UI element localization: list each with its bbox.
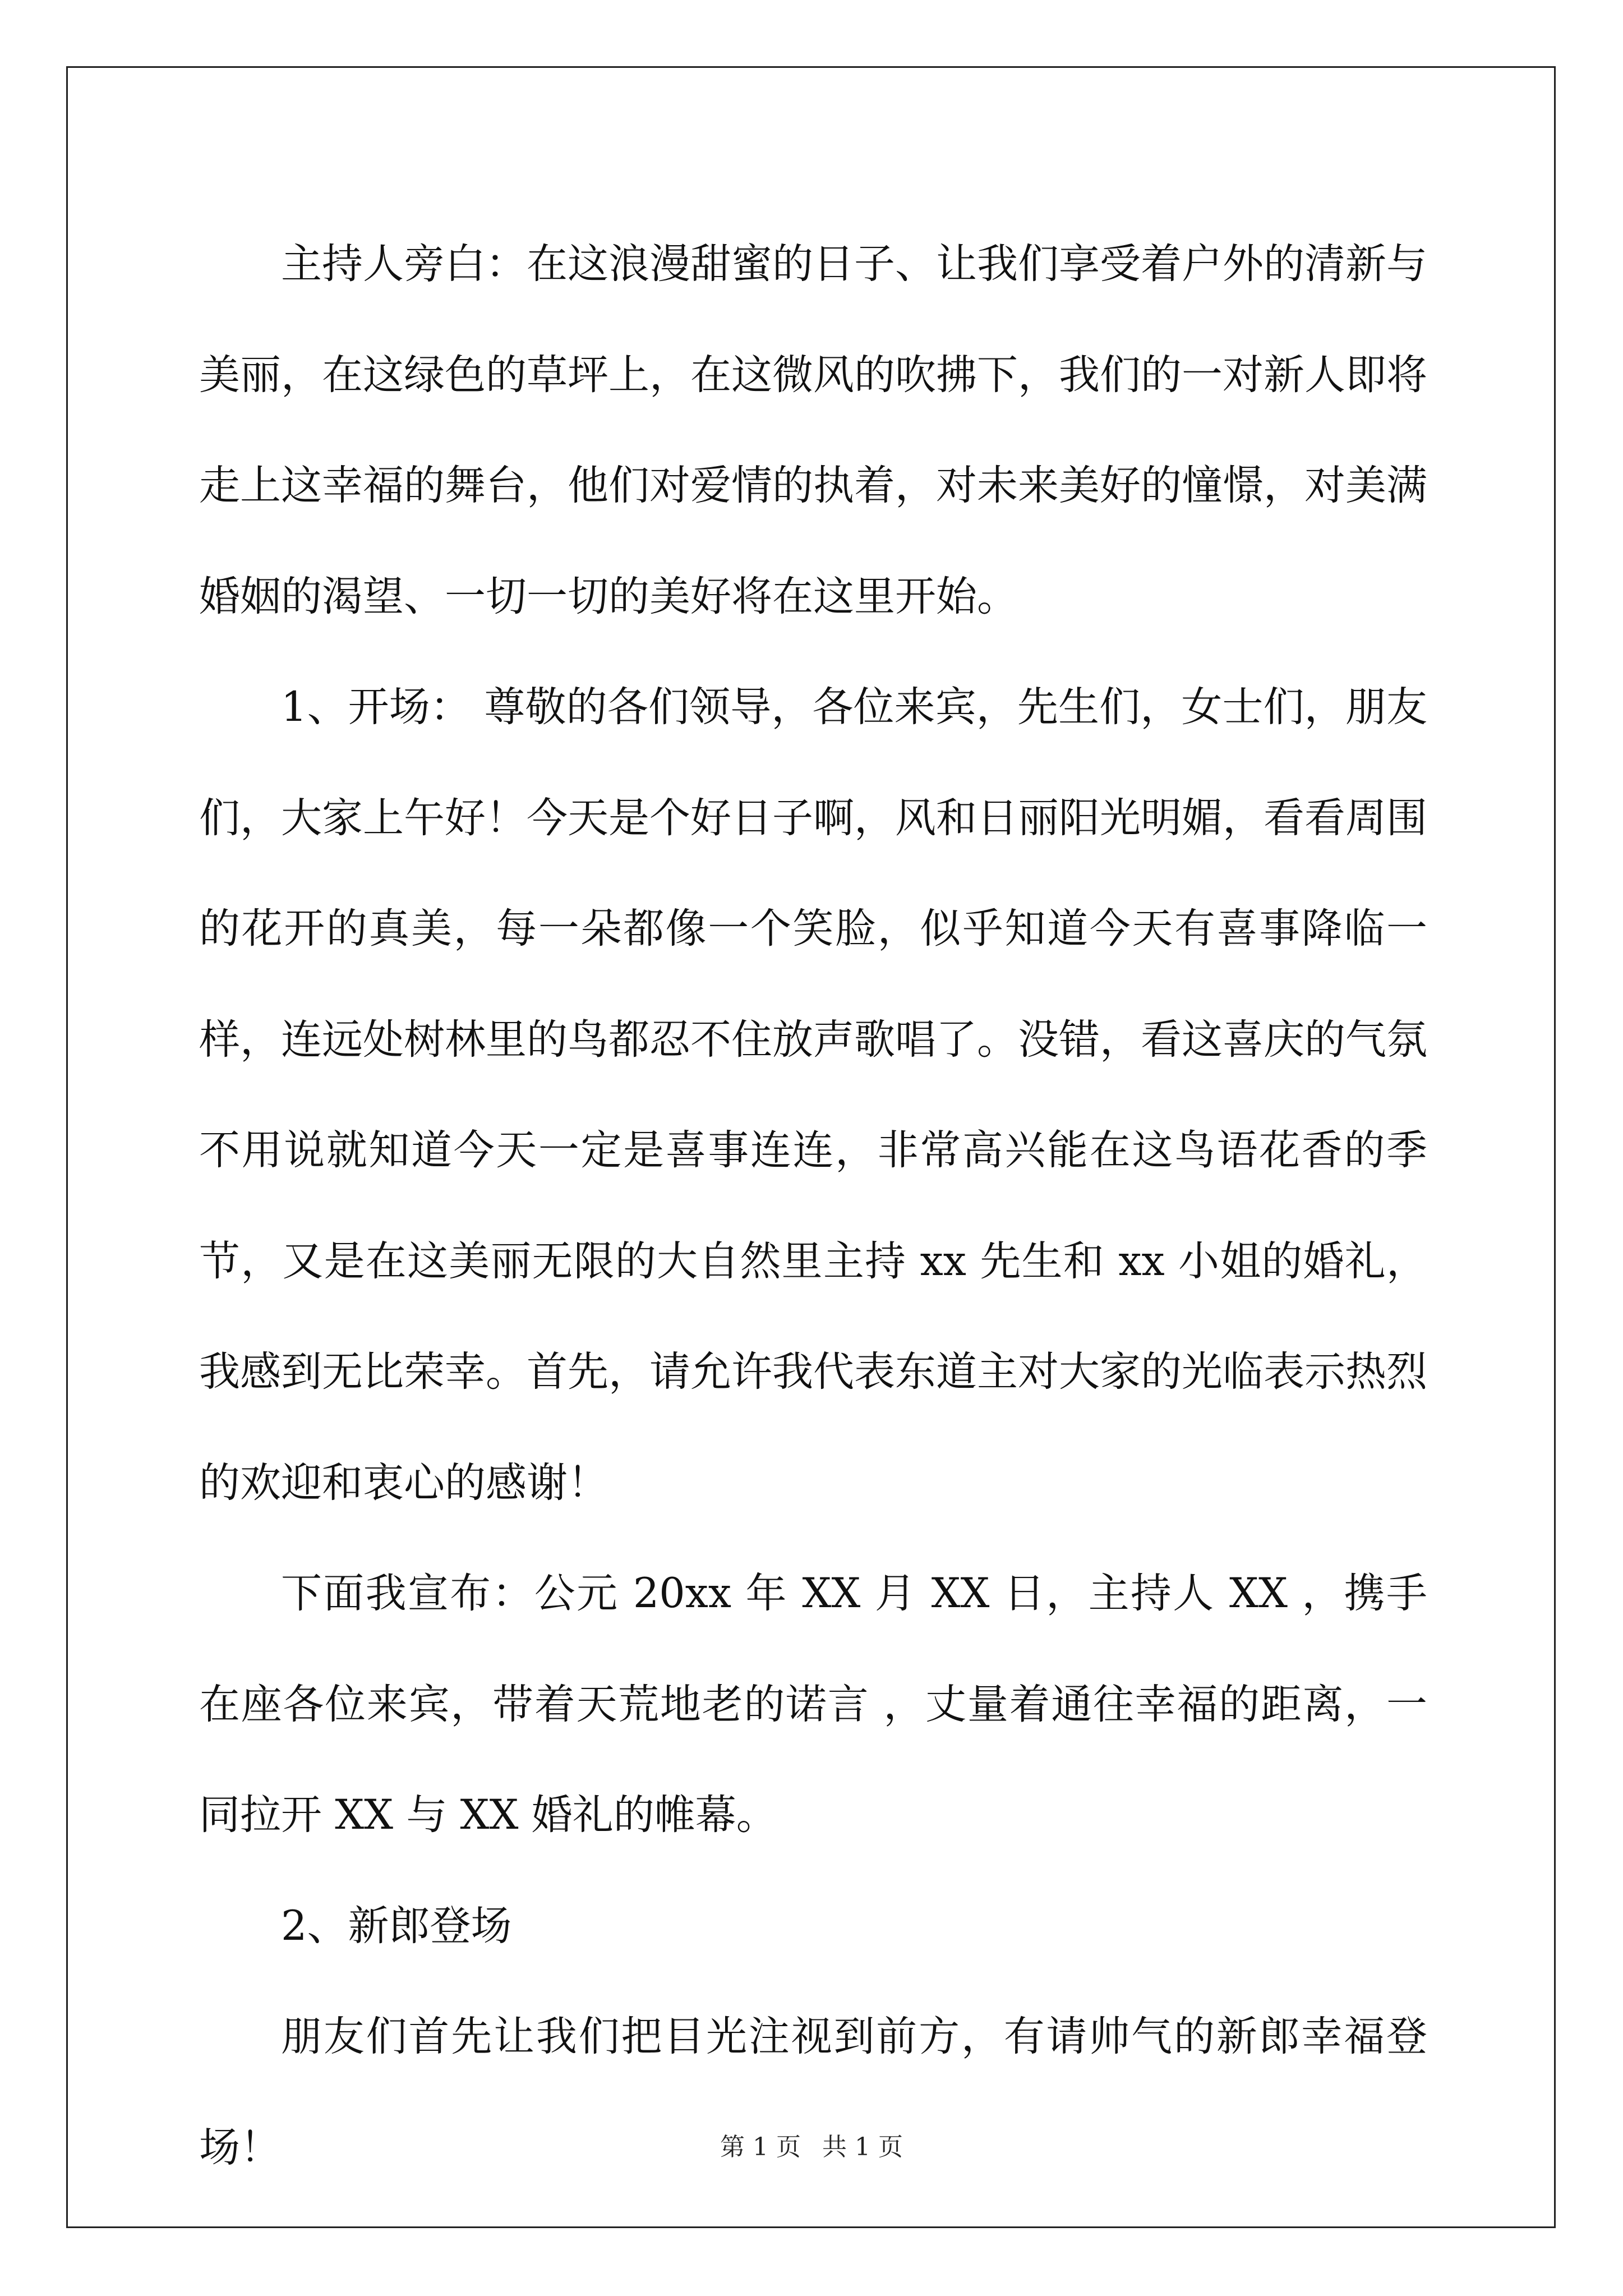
paragraph-narration: 主持人旁白：在这浪漫甜蜜的日子、让我们享受着户外的清新与美丽，在这绿色的草坪上，在这微风的吹拂下，我们的一对新人即将走上这幸福的舞台，他们对爱情的执着，对未来美好的憧憬，对美满婚姻的渴望、一切一切的美好将在这里开始。 [199, 240, 1427, 620]
page-footer [0, 2131, 1623, 2164]
paragraph-announcement: 下面我宣布：公元 20xx 年 XX 月 XX 日，主持人 XX ，携手在座各位来宾，带着天荒地老的诺言 ，丈量着通往幸福的距离，一同拉开 XX 与 XX 婚礼的帷幕。 [199, 1570, 1428, 1839]
section-heading-groom: 2、新郎登场 [281, 1902, 512, 1950]
page-total: 共 1 页 [822, 2133, 903, 2161]
document-body [199, 209, 1427, 2203]
paragraph-groom-entrance: 朋友们首先让我们把目光注视到前方，有请帅气的新郎幸福登场！ [199, 2013, 1427, 2171]
page-number: 第 1 页 [720, 2133, 801, 2161]
paragraph-opening: 1、开场： 尊敬的各们领导，各位来宾，先生们，女士们，朋友们，大家上午好！今天是个好日子啊，风和日丽阳光明媚，看看周围的花开的真美，每一朵都像一个笑脸，似乎知道今天有喜事降临一样，连远处树林里的鸟都忍不住放声歌唱了。没错，看这喜庆的气氛不用说就知道今天一定是喜事连连，非常高兴能在这鸟语花香的季节，又是在这美丽无限的大自然里主持 xx 先生和 xx 小姐的婚礼，我感到无比荣幸。首先，请允许我代表东道主对大家的光临表示热烈的欢迎和衷心的感谢！ [199, 683, 1427, 1507]
